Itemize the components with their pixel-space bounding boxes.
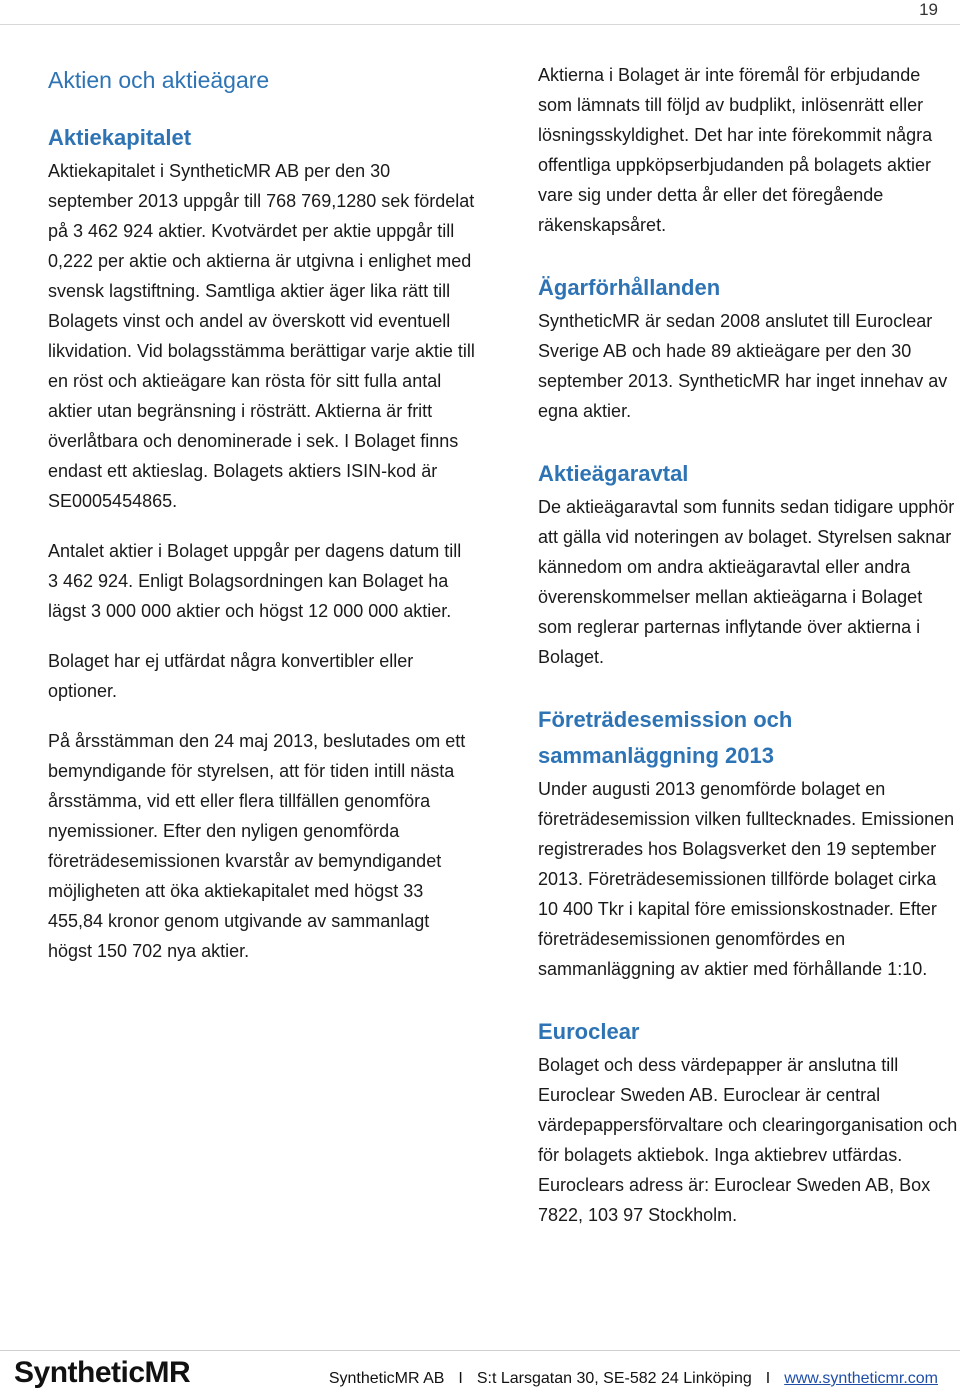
footer-contact	[329, 1370, 938, 1388]
paragraph-konvertibler: Bolaget har ej utfärdat några konvertibler eller optioner.	[48, 651, 414, 701]
subsection-title-aktieagaravtal: Aktieägaravtal	[538, 461, 689, 486]
paragraph-antal-aktier: Antalet aktier i Bolaget uppgår per dagens datum till 3 462 924. Enligt Bolagsordningen kan Bolaget ha lägst 3 000 000 aktier och högst 12 000 000 aktier.	[48, 541, 462, 621]
page-number: 19	[919, 0, 938, 19]
paragraph-aktieagaravtal: De aktieägaravtal som funnits sedan tidigare upphör att gälla vid noteringen av bolaget. Styrelsen saknar kännedom om andra aktieägaravtal eller andra överenskommelser mellan aktieägarna i Bolaget som reglerar parternas inflytande över aktierna i Bolaget.	[538, 497, 955, 667]
subsection-title-aktiekapitalet: Aktiekapitalet	[48, 125, 192, 150]
subsection-title-euroclear: Euroclear	[538, 1019, 640, 1044]
subsection-title-agarforhallanden: Ägarförhållanden	[538, 275, 721, 300]
paragraph-agarforhallanden: SyntheticMR är sedan 2008 anslutet till Euroclear Sverige AB och hade 89 aktieägare per den 30 september 2013. SyntheticMR har inget innehav av egna aktier.	[538, 311, 948, 421]
footer-website-link[interactable]: www.syntheticmr.com	[784, 1370, 938, 1387]
paragraph-aktiekapitalet: Aktiekapitalet i SyntheticMR AB per den 30 september 2013 uppgår till 768 769,1280 sek fördelat på 3 462 924 aktier. Kvotvärdet per aktie uppgår till 0,222 per aktie och aktierna är utgivna i enlighet med svensk lagstiftning. Samtliga aktier äger lika rätt till Bolagets vinst och andel av överskott vid eventuell likvidation. Vid bolagsstämma berättigar varje aktie till en röst och aktieägare kan rösta för sitt fulla antal aktier utan begränsning i rösträtt. Aktierna är fritt överlåtbara och denominerade i sek. I Bolaget finns endast ett aktieslag. Bolagets aktiers ISIN-kod är SE0005454865.	[48, 161, 475, 511]
paragraph-euroclear: Bolaget och dess värdepapper är anslutna till Euroclear Sweden AB. Euroclear är central värdepappersförvaltare och clearingorganisation och för bolagets aktiebok. Inga aktiebrev utfärdas. Euroclears adress är: Euroclear Sweden AB, Box 7822, 103 97 Stockholm.	[538, 1055, 958, 1225]
page-footer	[0, 1350, 960, 1391]
left-column	[48, 60, 476, 966]
paragraph-foretradesemission: Under augusti 2013 genomförde bolaget en företrädesemission vilken fulltecknades. Emissionen registrerades hos Bolagsverket den 19 september 2013. Företrädesemissionen tillförde bolaget cirka 10 400 Tkr i kapital före emissionskostnader. Efter företrädesemissionen genomfördes en sammanläggning av aktier med förhållande 1:10.	[538, 779, 955, 979]
footer-divider	[0, 1350, 960, 1351]
header-divider	[0, 24, 960, 25]
footer-company: SyntheticMR AB	[328, 1370, 445, 1387]
footer-address: S:t Larsgatan 30, SE-582 24 Linköping	[476, 1370, 752, 1387]
footer-separator: I	[458, 1370, 463, 1387]
paragraph-budplikt: Aktierna i Bolaget är inte föremål för erbjudande som lämnats till följd av budplikt, inlösenrätt eller lösningsskyldighet. Det har inte förekommit några offentliga uppköpserbjudanden på bolagets aktier vare sig under detta år eller det föregående räkenskapsåret.	[538, 65, 933, 235]
subsection-title-foretradesemission: Företrädesemission och sammanläggning 2013	[538, 707, 793, 768]
company-logo: SyntheticMR	[14, 1356, 191, 1389]
paragraph-bemyndigande: På årsstämman den 24 maj 2013, beslutades om ett bemyndigande för styrelsen, att för tiden intill nästa årsstämma, vid ett eller flera tillfällen genomföra nyemissioner. Efter den nyligen genomförda företrädesemissionen kvarstår av bemyndigandet möjligheten att öka aktiekapitalet med högst 33 455,84 kronor genom utgivande av sammanlagt högst 150 702 nya aktier.	[48, 731, 466, 961]
section-title: Aktien och aktieägare	[48, 67, 270, 93]
right-column	[538, 60, 958, 1230]
footer-separator: I	[765, 1370, 771, 1387]
